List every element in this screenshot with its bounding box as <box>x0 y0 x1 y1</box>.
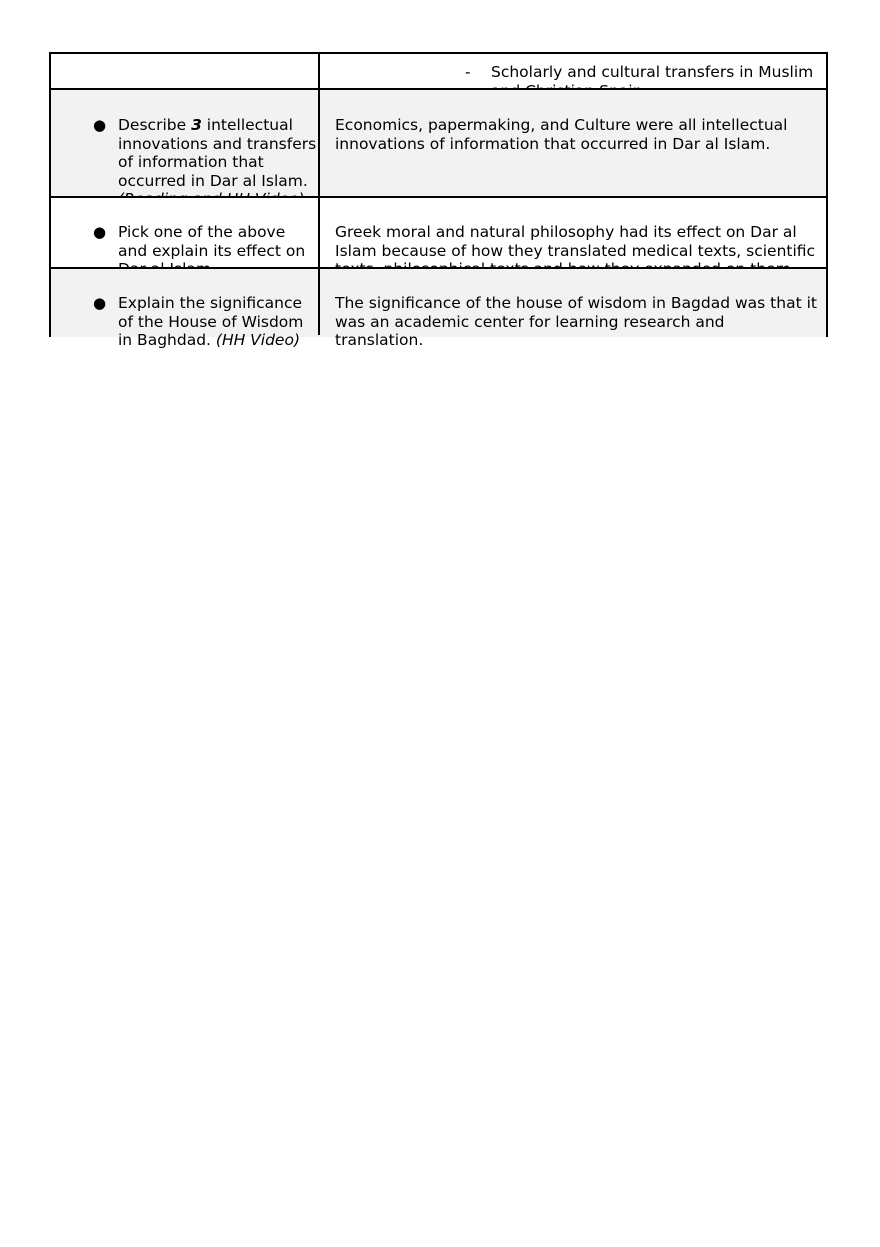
question-number: 3 <box>191 116 202 134</box>
question-cell: Pick one of the above and explain its effect on <box>118 223 306 260</box>
bullet-icon: ● <box>93 294 107 312</box>
question-text: intellectual innovations and transfers of information that occurred in Dar al Islam. <box>118 116 317 190</box>
answer-cell: Greek moral and natural philosophy had its effect on Dar al Islam because of how they translated medical texts, scientific <box>335 223 816 260</box>
dash-marker: - <box>465 63 471 81</box>
worksheet-table <box>49 52 828 349</box>
question-cell <box>118 116 316 209</box>
header-cell-text: Scholarly and cultural transfers in Muslim <box>491 63 814 81</box>
table-row <box>51 196 826 267</box>
table-row <box>51 88 826 196</box>
question-text: Describe <box>118 116 192 134</box>
answer-cell: The significance of the house of wisdom in Bagdad was that it was an academic center for learning research and translation. <box>335 294 817 349</box>
source-note: (HH Video) <box>215 331 300 349</box>
table-row <box>51 267 826 349</box>
answer-cell: Economics, papermaking, and Culture were all intellectual innovations of information that occurred in Dar al Islam. <box>335 116 788 153</box>
question-text: Explain the significance of the House of Wisdom in Baghdad. <box>118 294 304 349</box>
column-divider <box>318 54 320 335</box>
bullet-icon: ● <box>93 223 107 241</box>
table-row <box>51 54 826 88</box>
bullet-icon: ● <box>93 116 107 134</box>
question-cell <box>118 294 303 350</box>
